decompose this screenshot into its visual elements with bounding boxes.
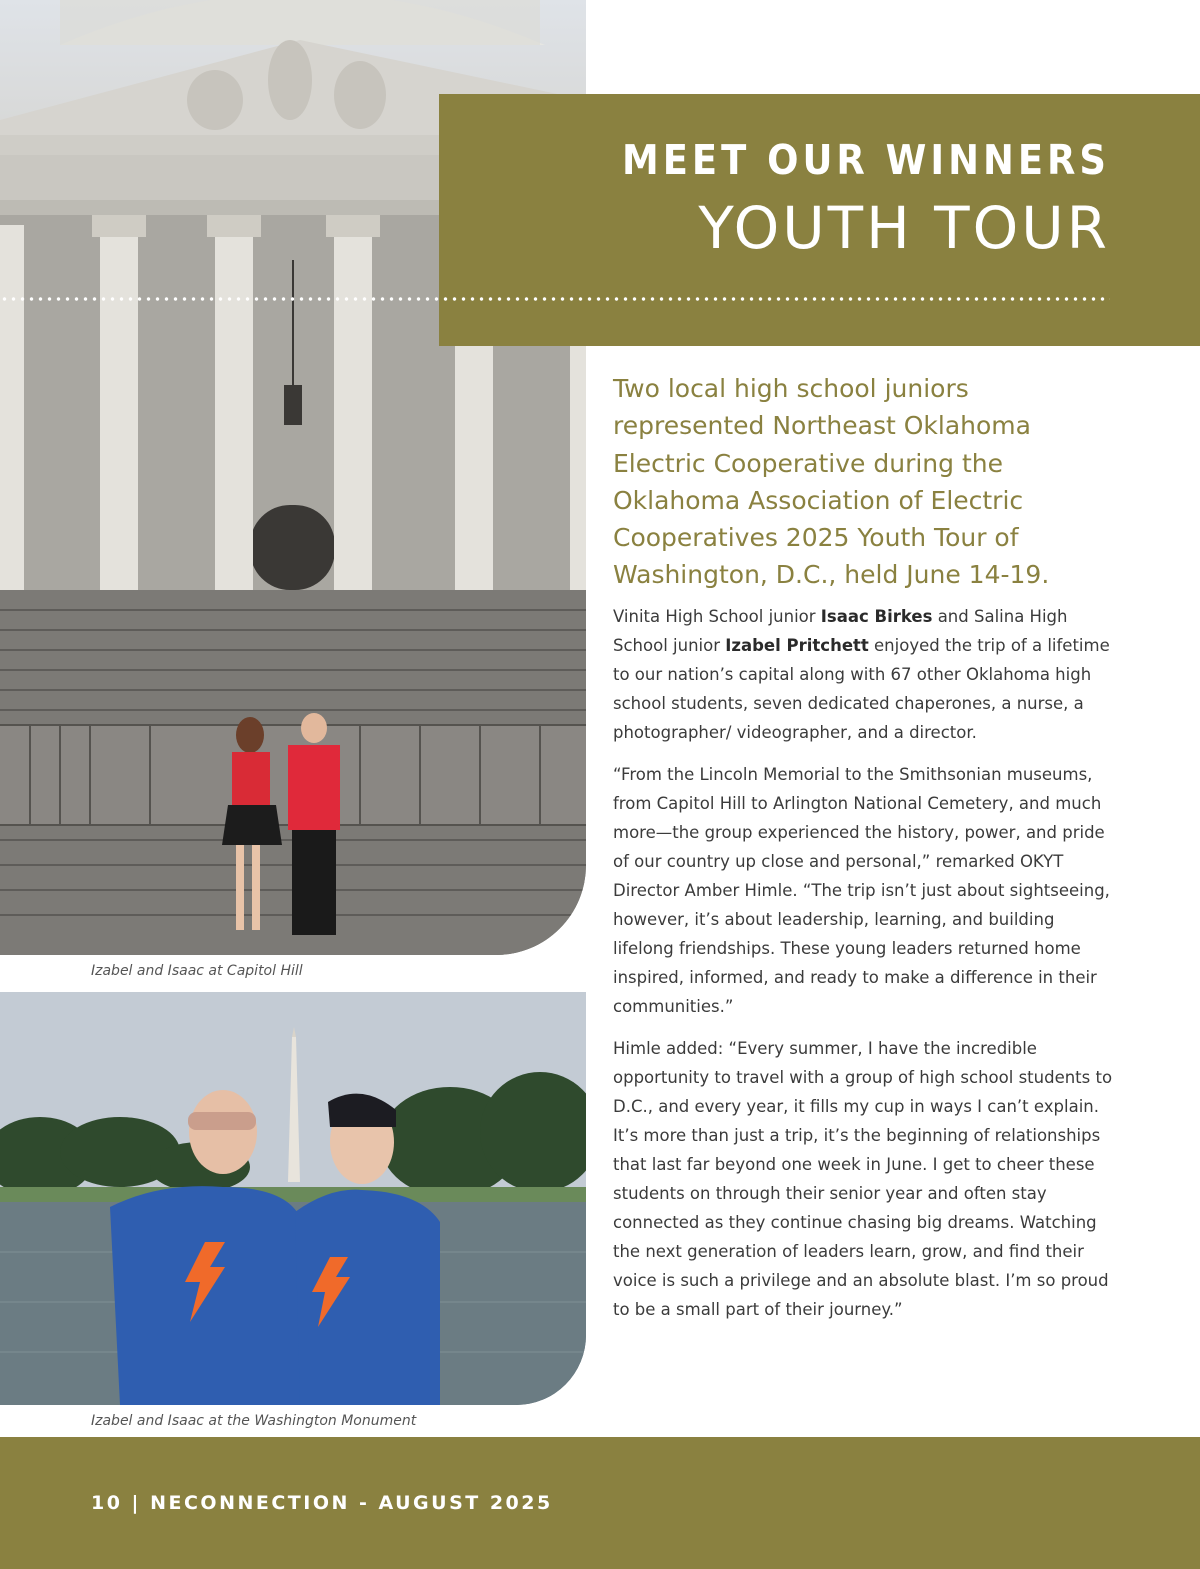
- p1-text-b: and Salina High School junior: [613, 606, 1068, 655]
- dotted-divider: [0, 297, 1110, 301]
- article-body: [613, 370, 1113, 1337]
- student-name-izabel: Izabel Pritchett: [725, 635, 869, 655]
- footer-page-info: 10 | NECONNECTION - AUGUST 2025: [91, 1492, 553, 1514]
- washington-monument-photo: [0, 992, 586, 1405]
- section-kicker: MEET OUR WINNERS: [622, 136, 1110, 184]
- article-lead: Two local high school juniors represented Northeast Oklahoma Electric Cooperative during the Oklahoma Association of Electric Cooperatives 2025 Youth Tour of Washington, D.C., held June 14-19.: [613, 374, 1050, 590]
- article-paragraph-3: Himle added: “Every summer, I have the incredible opportunity to travel with a group of high school students to D.C., and every year, it fills my cup in ways I can’t explain. It’s more than just a trip, it’s the beginning of relationships that last far beyond one week in June. I get to cheer these students on through their senior year and often stay connected as they continue chasing big dreams. Watching the next generation of leaders learn, grow, and find their voice is such a privilege and an absolute blast. I’m so proud to be a small part of their journey.”: [613, 1038, 1113, 1319]
- photo-caption-capitol: Izabel and Isaac at Capitol Hill: [91, 963, 303, 979]
- photo-caption-monument: Izabel and Isaac at the Washington Monument: [91, 1413, 417, 1429]
- student-name-isaac: Isaac Birkes: [820, 606, 933, 626]
- article-paragraph-2: “From the Lincoln Memorial to the Smithsonian museums, from Capitol Hill to Arlington National Cemetery, and much more—the group experienced the history, power, and pride of our country up close and personal,” remarked OKYT Director Amber Himle. “The trip isn’t just about sightseeing, however, it’s about leadership, learning, and building lifelong friendships. These young leaders returned home inspired, informed, and ready to make a difference in their communities.”: [613, 764, 1110, 1016]
- article-paragraph-1: [613, 602, 1113, 747]
- footer-band: [0, 1437, 1200, 1569]
- p1-text-c: enjoyed the trip of a lifetime to our nation’s capital along with 67 other Oklahoma high school students, seven dedicated chaperones, a nurse, a photographer/ videographer, and a director.: [613, 635, 1110, 742]
- page-title: YOUTH TOUR: [698, 194, 1110, 262]
- washington-monument-illustration: [0, 992, 586, 1405]
- p1-text-a: Vinita High School junior: [613, 606, 821, 626]
- title-banner: [439, 94, 1200, 346]
